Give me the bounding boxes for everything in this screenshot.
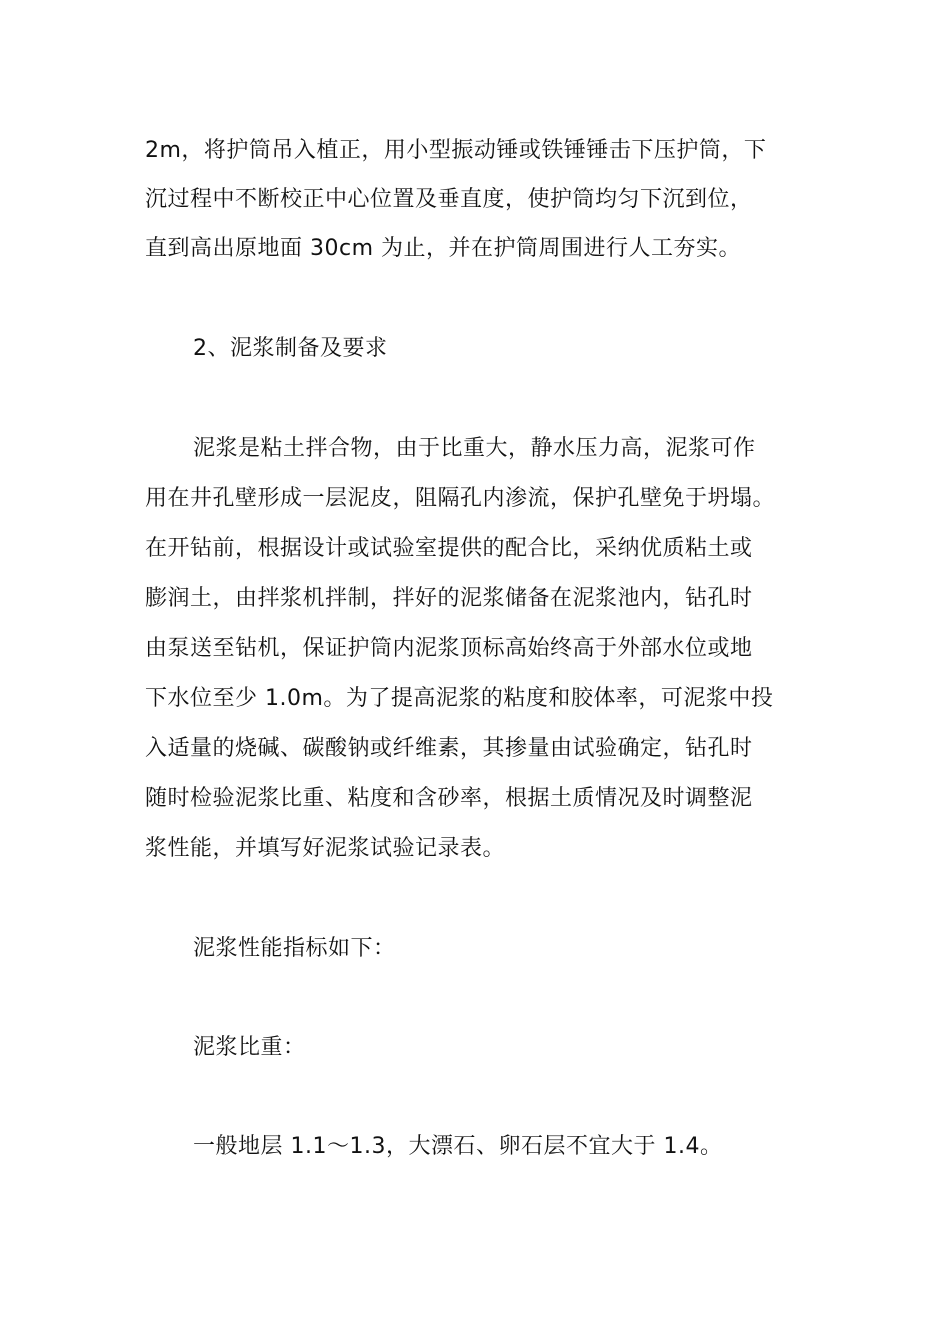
- paragraph-2-line-9: 浆性能，并填写好泥浆试验记录表。: [145, 836, 506, 861]
- density-value: 一般地层 1.1～1.3，大漂石、卵石层不宜大于 1.4。: [193, 1134, 723, 1159]
- density-label: 泥浆比重：: [193, 1035, 306, 1060]
- paragraph-2-line-3: 在开钻前，根据设计或试验室提供的配合比，采纳优质粘土或: [145, 536, 753, 561]
- indicators-intro: 泥浆性能指标如下：: [193, 936, 396, 961]
- paragraph-2-line-4: 膨润土，由拌浆机拌制，拌好的泥浆储备在泥浆池内，钻孔时: [145, 586, 753, 611]
- paragraph-2-line-5: 由泵送至钻机，保证护筒内泥浆顶标高始终高于外部水位或地: [145, 636, 753, 661]
- paragraph-1-line-2: 沉过程中不断校正中心位置及垂直度，使护筒均匀下沉到位，: [145, 187, 753, 212]
- paragraph-2-line-6: 下水位至少 1.0m。为了提高泥浆的粘度和胶体率，可泥浆中投: [145, 686, 774, 711]
- paragraph-2-line-7: 入适量的烧碱、碳酸钠或纤维素，其掺量由试验确定，钻孔时: [145, 736, 753, 761]
- paragraph-1-line-1: 2m，将护筒吊入植正，用小型振动锤或铁锤锤击下压护筒，下: [145, 138, 767, 163]
- paragraph-2-line-8: 随时检验泥浆比重、粘度和含砂率，根据土质情况及时调整泥: [145, 786, 753, 811]
- paragraph-2-line-1: 泥浆是粘土拌合物，由于比重大，静水压力高，泥浆可作: [193, 436, 756, 461]
- section-heading: 2、泥浆制备及要求: [193, 336, 388, 361]
- paragraph-2-line-2: 用在井孔壁形成一层泥皮，阻隔孔内渗流，保护孔壁免于坍塌。: [145, 486, 776, 511]
- paragraph-1-line-3: 直到高出原地面 30cm 为止，并在护筒周围进行人工夯实。: [145, 236, 742, 261]
